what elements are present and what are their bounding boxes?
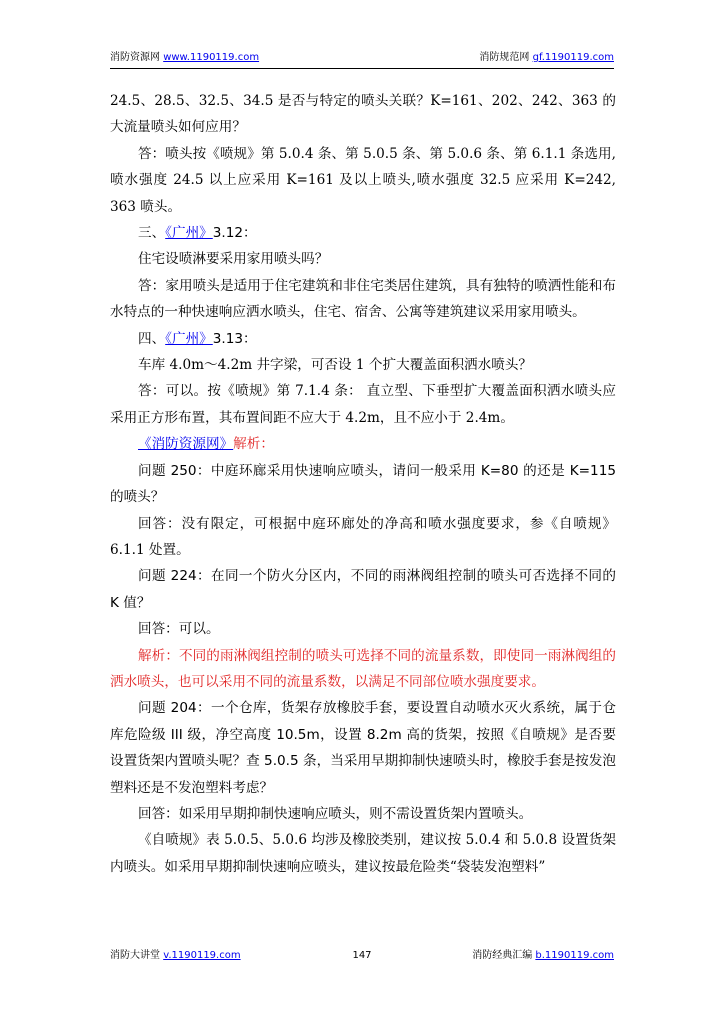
analysis-label: 解析： xyxy=(233,436,274,453)
header-left-label: 消防资源网 xyxy=(110,52,160,63)
section-3-link[interactable]: 《广州》 xyxy=(165,225,213,242)
footer-left-link[interactable]: v.1190119.com xyxy=(163,950,241,961)
header-left xyxy=(110,50,259,66)
section-4-heading xyxy=(110,326,616,352)
header-right-link[interactable]: gf.1190119.com xyxy=(532,52,614,63)
answer-2: 答：家用喷头是适用于住宅建筑和非住宅类居住建筑，具有独特的喷洒性能和布水特点的一种快速响应洒水喷头，住宅、宿舍、公寓等建筑建议采用家用喷头。 xyxy=(110,277,616,321)
answer-204: 回答：如采用早期抑制快速响应喷头，则不需设置货架内置喷头。 xyxy=(138,805,533,822)
header-right xyxy=(479,50,614,66)
answer-1: 答：喷头按《喷规》第 5.0.4 条、第 5.0.5 条、第 5.0.6 条、第 6.1.1 条选用,喷水强度 24.5 以上应采用 K=161 及以上喷头,喷水强度 32.5 应采用 K=242, 363 喷头。 xyxy=(110,145,616,215)
question-2: 住宅设喷淋要采用家用喷头吗？ xyxy=(138,251,329,268)
page-header xyxy=(110,50,614,69)
page-number: 147 xyxy=(352,950,372,961)
section-3-heading xyxy=(110,220,616,246)
analysis-224: 解析：不同的雨淋阀组控制的喷头可选择不同的流量系数，即使同一雨淋阀组的洒水喷头，也可以采用不同的流量系数，以满足不同部位喷水强度要求。 xyxy=(110,647,616,690)
question-224: 问题 224：在同一个防火分区内，不同的雨淋阀组控制的喷头可否选择不同的 K 值？ xyxy=(110,568,616,611)
question-250: 问题 250：中庭环廊采用快速响应喷头，请问一般采用 K=80 的还是 K=115 的喷头？ xyxy=(110,462,616,506)
footer-right-link[interactable]: b.1190119.com xyxy=(535,950,614,961)
question-204: 问题 204：一个仓库，货架存放橡胶手套，要设置自动喷水灭火系统，属于仓库危险级 III 级，净空高度 10.5m，设置 8.2m 高的货架，按照《自喷规》是否要设置货架内置喷头呢？查 5.0.5 条，当采用早期抑制快速喷头时，橡胶手套是按发泡塑料还是不发泡塑料考虑？ xyxy=(110,700,616,796)
page-footer xyxy=(110,948,614,964)
header-right-label: 消防规范网 xyxy=(479,52,530,63)
question-1: 24.5、28.5、32.5、34.5 是否与特定的喷头关联？K=161、202、242、363 的大流量喷头如何应用？ xyxy=(110,93,616,136)
answer-3: 答：可以。按《喷规》第 7.1.4 条： 直立型、下垂型扩大覆盖面积洒水喷头应采用正方形布置，其布置间距不应大于 4.2m，且不应小于 2.4m。 xyxy=(110,383,616,426)
answer-204-continued: 《自喷规》表 5.0.5、5.0.6 均涉及橡胶类别，建议按 5.0.4 和 5.0.8 设置货架内喷头。如采用早期抑制快速响应喷头，建议按最危险类“袋装发泡塑料” xyxy=(110,832,616,875)
question-3: 车库 4.0m～4.2m 井字梁，可否设 1 个扩大覆盖面积洒水喷头？ xyxy=(138,357,533,374)
section-3-suffix: 3.12： xyxy=(212,225,257,242)
footer-left-label: 消防大讲堂 xyxy=(110,950,160,961)
footer-right xyxy=(472,948,614,964)
footer-right-label: 消防经典汇编 xyxy=(472,950,533,961)
section-3-prefix: 三、 xyxy=(138,225,166,242)
answer-250: 回答：没有限定，可根据中庭环廊处的净高和喷水强度要求，参《自喷规》6.1.1 处置。 xyxy=(110,515,616,558)
header-left-link[interactable]: www.1190119.com xyxy=(163,52,260,63)
section-4-suffix: 3.13： xyxy=(212,330,257,347)
analysis-link[interactable]: 《消防资源网》 xyxy=(138,436,234,453)
analysis-heading xyxy=(110,431,616,457)
document-body xyxy=(110,88,616,880)
section-4-prefix: 四、 xyxy=(138,330,166,347)
section-4-link[interactable]: 《广州》 xyxy=(165,330,213,347)
answer-224: 回答：可以。 xyxy=(138,621,220,638)
